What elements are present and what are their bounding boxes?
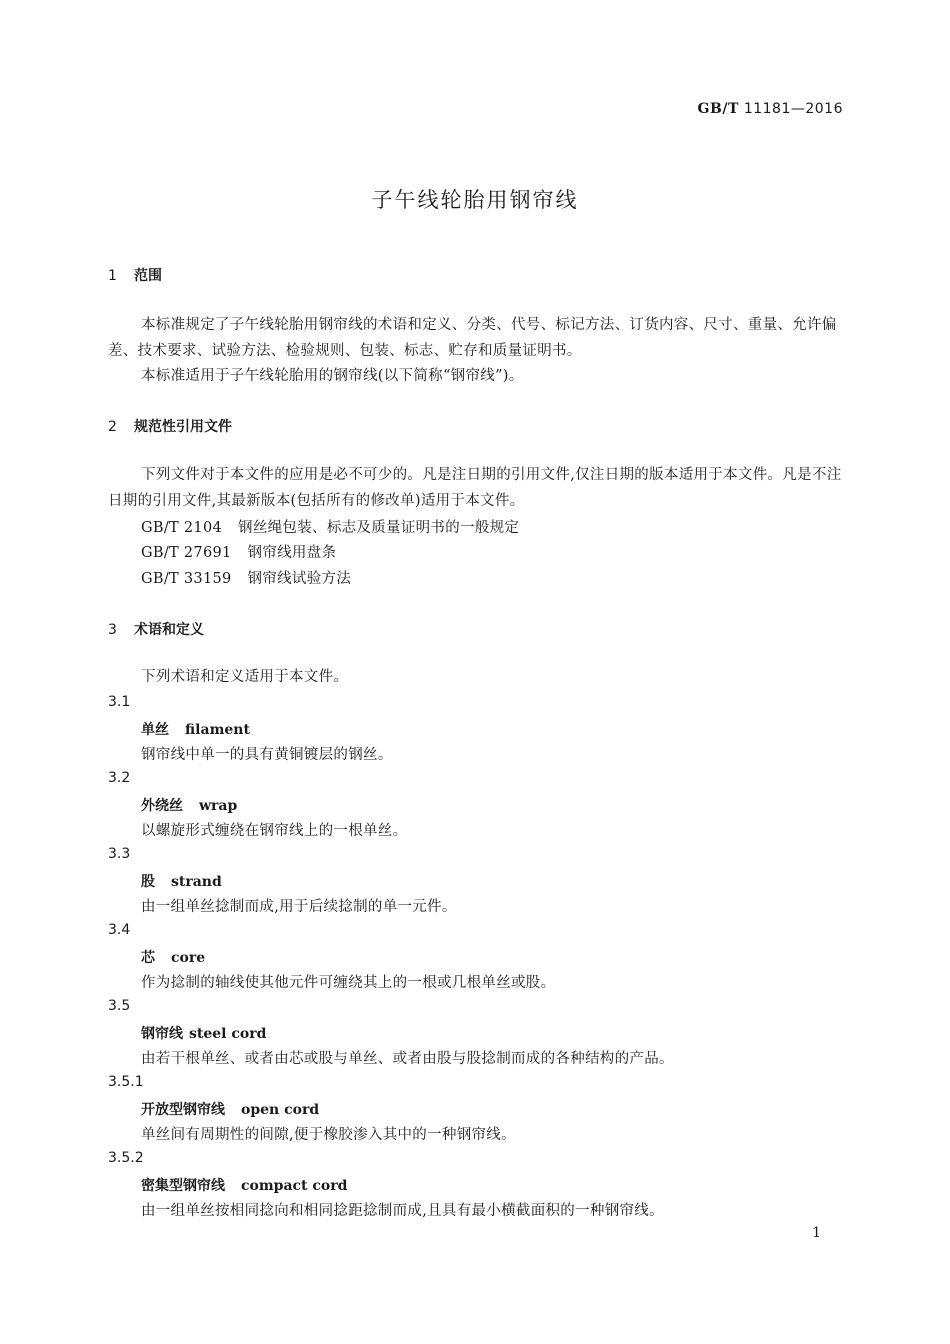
term-chinese: 股 (141, 874, 155, 890)
term-number: 3.5 (108, 998, 131, 1014)
standard-number: 11181—2016 (743, 101, 843, 117)
term-number: 3.5.2 (108, 1150, 144, 1166)
reference-title: 钢帘线用盘条 (247, 545, 337, 561)
term-definition: 由若干根单丝、或者由芯或股与单丝、或者由股与股捻制而成的各种结构的产品。 (141, 1051, 674, 1067)
term-english: strand (171, 874, 222, 890)
section-title: 规范性引用文件 (134, 419, 232, 435)
term-english: open cord (241, 1102, 320, 1118)
section-3-heading (108, 619, 204, 639)
term-definition: 以螺旋形式缠绕在钢帘线上的一根单丝。 (141, 823, 408, 839)
term-definition: 钢帘线中单一的具有黄铜镀层的钢丝。 (141, 747, 393, 763)
term-name (141, 1175, 347, 1195)
term-name (141, 795, 237, 815)
term-number: 3.2 (108, 770, 131, 786)
term-chinese: 芯 (141, 950, 155, 966)
reference-code: GB/T 2104 (141, 520, 223, 536)
term-name (141, 947, 205, 967)
standard-prefix: GB/T (697, 101, 739, 117)
scope-paragraph-1: 本标准规定了子午线轮胎用钢帘线的术语和定义、分类、代号、标记方法、订货内容、尺寸、重量、允许偏差、技术要求、试验方法、检验规则、包装、标志、贮存和质量证明书。 (108, 317, 837, 359)
term-english: core (171, 950, 206, 966)
scope-paragraph-2: 本标准适用于子午线轮胎用的钢帘线(以下简称“钢帘线”)。 (141, 368, 524, 384)
term-definition: 单丝间有周期性的间隙,便于橡胶渗入其中的一种钢帘线。 (141, 1127, 516, 1143)
reference-code: GB/T 33159 (141, 571, 232, 587)
term-chinese: 外绕丝 (141, 798, 183, 814)
term-number: 3.4 (108, 922, 131, 938)
term-chinese: 密集型钢帘线 (141, 1178, 225, 1194)
term-number: 3.5.1 (108, 1074, 144, 1090)
term-number: 3.3 (108, 846, 131, 862)
term-english: steel cord (189, 1026, 267, 1042)
section-number: 3 (108, 622, 117, 638)
reference-item (141, 516, 519, 537)
reference-title: 钢帘线试验方法 (247, 571, 352, 587)
term-number: 3.1 (108, 694, 131, 710)
term-name (141, 1099, 319, 1119)
term-english: compact cord (241, 1178, 348, 1194)
reference-code: GB/T 27691 (141, 545, 232, 561)
term-definition: 由一组单丝捻制而成,用于后续捻制的单一元件。 (141, 899, 457, 915)
references-intro: 下列文件对于本文件的应用是必不可少的。凡是注日期的引用文件,仅注日期的版本适用于本文件。凡是不注日期的引用文件,其最新版本(包括所有的修改单)适用于本文件。 (108, 467, 842, 509)
term-name (141, 719, 250, 739)
standard-code (698, 101, 843, 117)
term-english: wrap (199, 798, 238, 814)
page-number: 1 (812, 1225, 821, 1241)
term-chinese: 单丝 (141, 722, 169, 738)
section-number: 2 (108, 419, 117, 435)
term-chinese: 钢帘线 (141, 1026, 183, 1042)
section-title: 术语和定义 (134, 622, 204, 638)
term-definition: 作为捻制的轴线使其他元件可缠绕其上的一根或几根单丝或股。 (141, 975, 556, 991)
term-definition: 由一组单丝按相同捻向和相同捻距捻制而成,且具有最小横截面积的一种钢帘线。 (141, 1203, 664, 1219)
term-name (141, 871, 222, 891)
section-number: 1 (108, 268, 117, 284)
term-english: filament (185, 722, 250, 738)
term-chinese: 开放型钢帘线 (141, 1102, 225, 1118)
section-title: 范围 (134, 268, 162, 284)
reference-item (141, 541, 336, 562)
term-name (141, 1023, 266, 1043)
section-2-heading (108, 416, 232, 436)
document-title: 子午线轮胎用钢帘线 (371, 188, 579, 212)
section-1-heading (108, 265, 162, 285)
reference-title: 钢丝绳包装、标志及质量证明书的一般规定 (238, 520, 520, 536)
terms-intro: 下列术语和定义适用于本文件。 (141, 669, 349, 685)
reference-item (141, 567, 351, 588)
